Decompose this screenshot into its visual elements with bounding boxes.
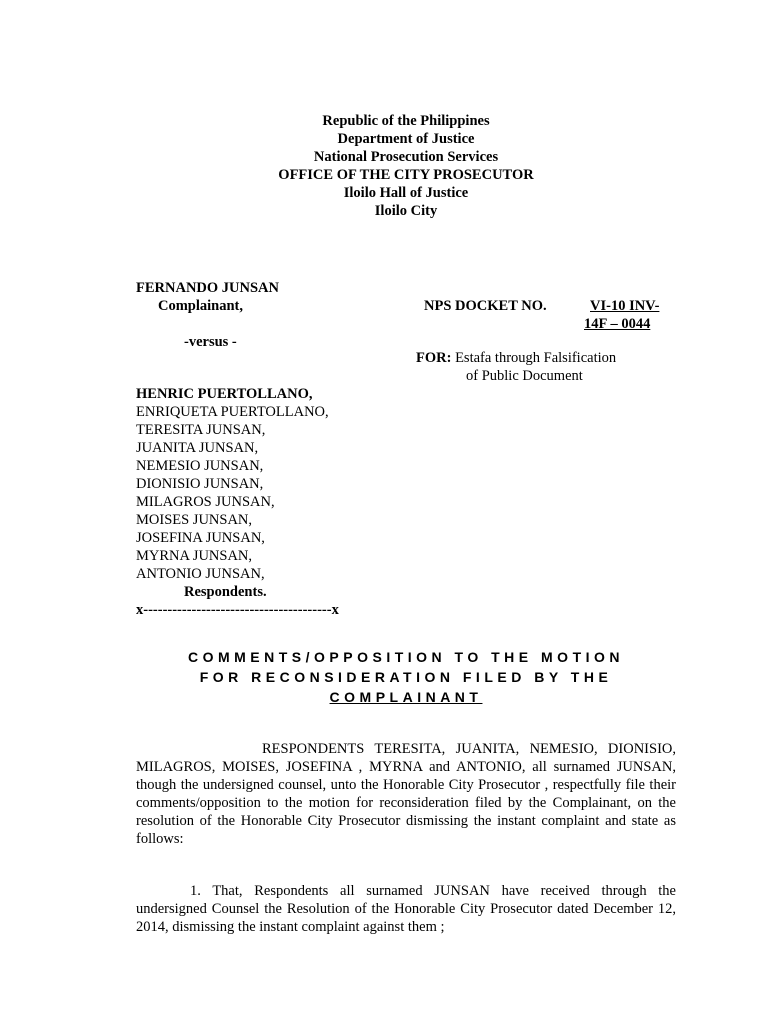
offense-line2: of Public Document — [466, 368, 583, 384]
title-line1: COMMENTS/OPPOSITION TO THE MOTION — [187, 649, 625, 665]
caption-separator: x---------------------------------------x — [136, 602, 339, 618]
respondent-name: MOISES JUNSAN, — [136, 512, 253, 528]
respondent-first: HENRIC PUERTOLLANO, — [136, 386, 313, 402]
respondent-name: JUANITA JUNSAN, — [136, 440, 259, 456]
respondents-list — [136, 385, 339, 619]
offense-label: FOR: — [416, 350, 452, 366]
header-republic: Republic of the Philippines — [322, 113, 490, 129]
complainant-role: Complainant, — [158, 298, 244, 314]
docket-number-line2: 14F – 0044 — [584, 316, 651, 332]
respondent-name: MYRNA JUNSAN, — [136, 548, 253, 564]
header-department: Department of Justice — [337, 131, 475, 147]
respondent-name: DIONISIO JUNSAN, — [136, 476, 264, 492]
respondent-name: ANTONIO JUNSAN, — [136, 566, 265, 582]
pleading-title — [0, 647, 768, 707]
respondent-name: NEMESIO JUNSAN, — [136, 458, 264, 474]
header-prosecution-services: National Prosecution Services — [313, 149, 499, 165]
respondent-name: ENRIQUETA PUERTOLLANO, — [136, 404, 329, 420]
complainant-name: FERNANDO JUNSAN — [136, 280, 279, 296]
respondent-name: TERESITA JUNSAN, — [136, 422, 266, 438]
title-line2: FOR RECONSIDERATION FILED BY THE — [199, 669, 613, 685]
docket-label: NPS DOCKET NO. — [424, 298, 547, 314]
respondent-name: JOSEFINA JUNSAN, — [136, 530, 265, 546]
header-office: OFFICE OF THE CITY PROSECUTOR — [278, 167, 534, 183]
versus-label: -versus - — [184, 334, 237, 350]
docket-number-line1: VI-10 INV- — [590, 298, 660, 314]
document-header — [0, 112, 768, 220]
body-paragraph-1: 1. That, Respondents all surnamed JUNSAN have received through the undersigned Counsel the Resolution of the Honorable City Prosecutor dated December 12, 2014, dismissing the instant complaint against them ; — [136, 883, 676, 935]
title-line3: COMPLAINANT — [329, 689, 483, 705]
header-city: Iloilo City — [374, 203, 438, 219]
offense-text: Estafa through Falsification — [455, 350, 617, 366]
header-hall: Iloilo Hall of Justice — [343, 185, 469, 201]
offense-line1 — [416, 349, 616, 367]
body-paragraph-intro: RESPONDENTS TERESITA, JUANITA, NEMESIO, DIONISIO, MILAGROS, MOISES, JOSEFINA , MYRNA and ANTONIO, all surnamed JUNSAN, though the undersigned counsel, unto the Honorable City Prosecutor , respectfully file their comments/opposition to the motion for reconsideration filed by the Complainant, on the resolution of the Honorable City Prosecutor dismissing the instant complaint and state as follows: — [136, 741, 676, 847]
respondent-name: MILAGROS JUNSAN, — [136, 494, 275, 510]
respondents-role: Respondents. — [184, 584, 267, 600]
